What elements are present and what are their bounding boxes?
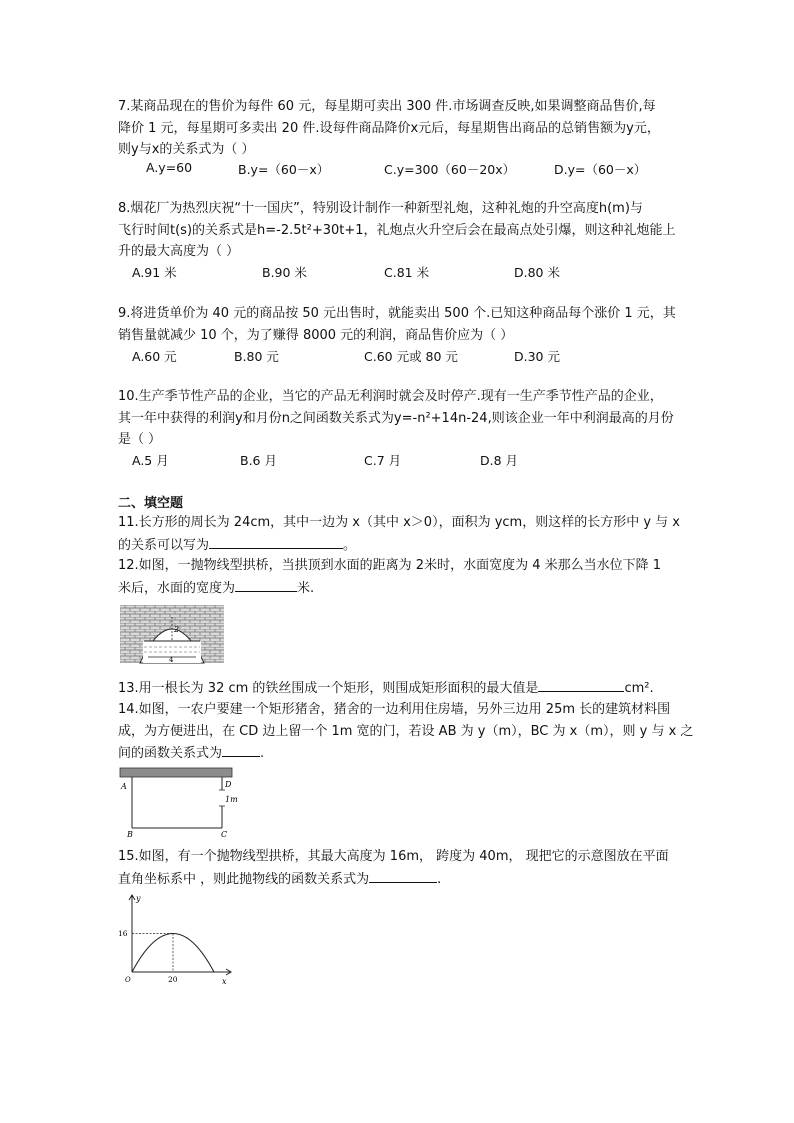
question-8-line-2: 飞行时间t(s)的关系式是h=-2.5t²+30t+1，礼炮点火升空后会在最高点处引爆，则这种礼炮能上 <box>118 222 676 238</box>
question-12 <box>118 555 708 599</box>
question-11 <box>118 512 708 556</box>
question-9 <box>118 303 708 346</box>
question-15-answer-blank[interactable] <box>369 868 437 883</box>
question-7-options <box>146 160 706 180</box>
question-10-option-d[interactable]: D.8 月 <box>480 453 519 468</box>
question-13-answer-blank[interactable] <box>538 677 624 692</box>
label-d: D <box>225 780 232 789</box>
question-10-line-2: 其一年中获得的利润y和月份n之间函数关系式为y=-n²+14n-24,则该企业一年中利润最高的月份 <box>118 410 674 426</box>
question-15-line-1: 15.如图，有一个抛物线型拱桥，其最大高度为 16m， 跨度为 40m， 现把它的示意图放在平面 <box>118 849 669 864</box>
question-12-text-a: 米后，水面的宽度为 <box>118 580 236 596</box>
question-7-line-3: 则y与x的关系式为（ ） <box>118 142 255 157</box>
origin-label: O <box>125 976 131 984</box>
question-7-option-b[interactable]: B.y=（60－x） <box>238 162 330 177</box>
question-9-option-c[interactable]: C.60 元或 80 元 <box>364 349 458 364</box>
section-title-fill-in: 二、填空题 <box>118 496 184 511</box>
x-axis-label: x <box>222 977 227 986</box>
width-label: 4 <box>169 656 174 664</box>
question-12-line-2 <box>118 577 708 600</box>
question-9-option-d[interactable]: D.30 元 <box>514 349 560 364</box>
question-8-option-b[interactable]: B.90 米 <box>262 265 307 280</box>
question-13-text-b: cm². <box>624 681 654 696</box>
peak-x-label: 20 <box>168 975 178 984</box>
question-9-option-b[interactable]: B.80 元 <box>234 349 279 364</box>
label-a: A <box>121 782 127 791</box>
question-10-line-1: 10.生产季节性产品的企业，当它的产品无利润时就会及时停产.现有一生产季节性产品的企业， <box>118 389 663 404</box>
question-8-option-a[interactable]: A.91 米 <box>132 265 177 280</box>
question-11-answer-blank[interactable] <box>209 534 343 549</box>
question-14-text-a: 间的函数关系式为 <box>118 746 223 761</box>
question-8-options <box>132 263 692 283</box>
peak-height-label: 16 <box>118 929 128 938</box>
question-12-text-b: 米. <box>297 580 315 596</box>
label-c: C <box>221 830 228 839</box>
label-b: B <box>127 830 133 839</box>
question-12-line-1: 12.如图，一抛物线型拱桥，当拱顶到水面的距离为 2米时，水面宽度为 4 米那么当水位下降 1 <box>118 558 662 573</box>
question-7-option-a[interactable]: A.y=60 <box>146 160 193 175</box>
parabola-coordinate-figure <box>116 890 236 986</box>
question-11-text-a: 的关系可以写为 <box>118 537 210 553</box>
question-7-line-2: 降价 1 元，每星期可多卖出 20 件.设每件商品降价x元后，每星期售出商品的总销售额为y元， <box>118 120 660 136</box>
question-10-options <box>132 451 692 471</box>
question-14 <box>118 699 708 765</box>
question-8-option-c[interactable]: C.81 米 <box>384 265 430 280</box>
question-8 <box>118 198 708 263</box>
question-10-option-b[interactable]: B.6 月 <box>240 453 277 468</box>
y-axis-label: y <box>136 894 141 903</box>
question-9-line-1: 9.将进货单价为 40 元的商品按 50 元出售时，就能卖出 500 个.已知这种商品每个涨价 1 元，其 <box>118 306 676 321</box>
question-9-options <box>132 347 692 367</box>
question-11-text-b: 。 <box>343 537 357 553</box>
door-width-label: 1m <box>225 795 238 804</box>
question-14-line-2: 成，为方便进出，在 CD 边上留一个 1m 宽的门，若设 AB 为 y（m），BC 为 x（m），则 y 与 x 之 <box>118 723 694 739</box>
question-10 <box>118 386 708 451</box>
question-8-line-1: 8.烟花厂为热烈庆祝“十一国庆”，特别设计制作一种新型礼炮，这种礼炮的升空高度h(m)与 <box>118 201 643 216</box>
arch-bridge-figure <box>120 605 224 663</box>
question-8-option-d[interactable]: D.80 米 <box>514 265 560 280</box>
question-7-option-d[interactable]: D.y=（60－x） <box>554 162 647 177</box>
question-14-line-3 <box>118 742 708 765</box>
question-15 <box>118 846 708 890</box>
question-15-line-2 <box>118 868 708 891</box>
question-10-line-3: 是（ ） <box>118 432 162 447</box>
question-13-line-1 <box>118 677 708 700</box>
question-9-option-a[interactable]: A.60 元 <box>132 349 177 364</box>
pig-pen-figure <box>118 766 236 838</box>
question-14-text-b: . <box>260 746 265 761</box>
question-7-option-c[interactable]: C.y=300（60－20x） <box>384 162 516 177</box>
question-15-text-b: . <box>437 871 442 887</box>
question-14-line-1: 14.如图，一农户要建一个矩形猪舍，猪舍的一边利用住房墙，另外三边用 25m 长的建筑材料围 <box>118 702 671 717</box>
question-15-text-a: 直角坐标系中 ，则此抛物线的函数关系式为 <box>118 871 370 887</box>
question-11-line-2 <box>118 534 708 557</box>
question-14-answer-blank[interactable] <box>222 742 260 757</box>
question-8-line-3: 升的最大高度为（ ） <box>118 244 240 259</box>
question-9-line-2: 销售量就减少 10 个，为了赚得 8000 元的利润，商品售价应为（ ） <box>118 327 514 343</box>
height-label: 2 <box>174 625 180 634</box>
question-11-line-1: 11.长方形的周长为 24cm，其中一边为 x（其中 x＞0），面积为 ycm，则这样的长方形中 y 与 x <box>118 515 681 530</box>
house-wall <box>120 768 232 777</box>
question-10-option-c[interactable]: C.7 月 <box>364 453 402 468</box>
question-13-text-a: 13.用一根长为 32 cm 的铁丝围成一个矩形，则围成矩形面积的最大值是 <box>118 681 539 696</box>
question-7-line-1: 7.某商品现在的售价为每件 60 元，每星期可卖出 300 件.市场调查反映,如果调整商品售价,每 <box>118 99 656 114</box>
question-13 <box>118 677 708 700</box>
question-7 <box>118 96 708 161</box>
question-12-answer-blank[interactable] <box>235 577 297 592</box>
question-10-option-a[interactable]: A.5 月 <box>132 453 169 468</box>
